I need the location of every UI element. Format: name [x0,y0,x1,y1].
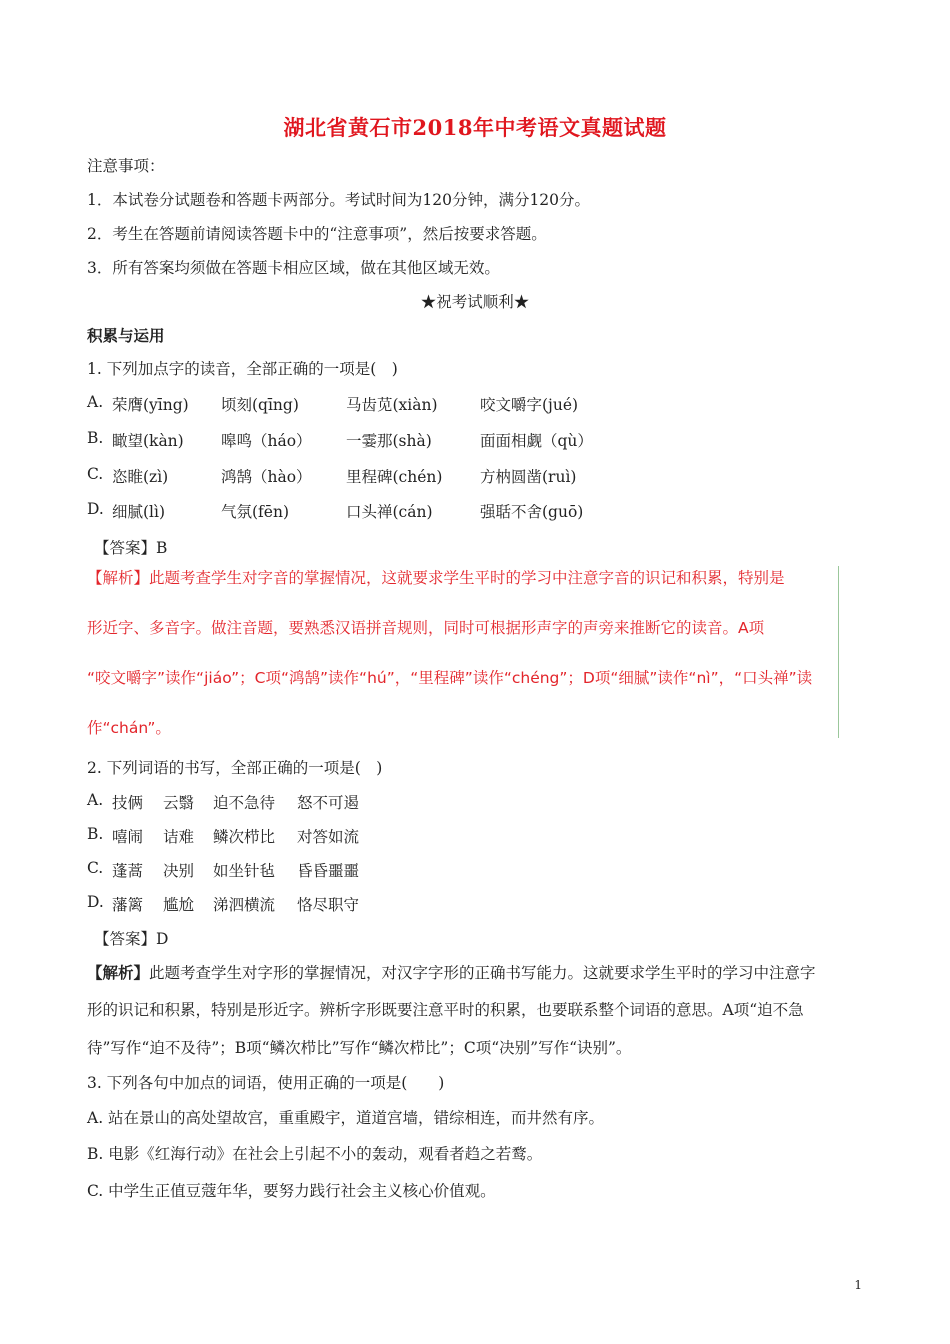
option-label: A. [87,791,104,809]
document-title: 湖北省黄石市2018年中考语文真题试题 [283,115,667,140]
option-label: A. [87,393,104,411]
option-label: C. [87,859,104,877]
q1-answer: 【答案】B [94,539,168,557]
option-item: 咬文嚼字(jué) [480,396,579,414]
option-item: 马齿苋(xiàn) [346,396,438,414]
q3-option-b: B. 电影《红海行动》在社会上引起不小的轰动，观看者趋之若鹜。 [87,1145,543,1163]
q2-analysis-label: 【解析】 [87,963,150,982]
notice-item: 2．考生在答题前请阅读答题卡中的“注意事项”，然后按要求答题。 [87,225,547,243]
option-label: D. [87,893,104,911]
option-item: 云翳 [163,794,195,812]
option-item: 鳞次栉比 [213,828,276,846]
page-number: 1 [854,1278,862,1292]
q3-option-c: C. 中学生正值豆蔻年华，要努力践行社会主义核心价值观。 [87,1182,496,1200]
q3-option-a: A. 站在景山的高处望故宫，重重殿宇，道道宫墙，错综相连，而井然有序。 [87,1109,605,1127]
option-item: 蓬蒿 [112,862,144,880]
option-item: 对答如流 [297,828,360,846]
option-item: 尴尬 [163,896,195,914]
option-item: 里程碑(chén) [346,468,443,486]
notice-heading: 注意事项： [87,157,165,175]
option-item: 方枘圆凿(ruì) [480,468,577,486]
blessing-text: ★祝考试顺利★ [420,293,530,311]
option-item: 如坐针毡 [213,862,276,880]
option-item: 藩篱 [112,896,144,914]
q2-analysis-line: 形的识记和积累，特别是形近字。辨析字形既要注意平时的积累，也要联系整个词语的意思。A项“迫不急 [87,1001,804,1019]
q1-analysis-line: 作“chán”。 [87,719,171,737]
option-item: 技俩 [112,794,144,812]
option-item: 荣膺(yīng) [112,396,189,414]
option-label: D. [87,500,104,518]
option-item: 强聒不舍(guō) [480,503,584,521]
option-item: 顷刻(qīng) [221,396,299,414]
section-title: 积累与运用 [87,326,165,345]
option-item: 气氛(fēn) [221,503,289,521]
option-item: 涕泗横流 [213,896,276,914]
notice-item: 3．所有答案均须做在答题卡相应区域，做在其他区域无效。 [87,259,500,277]
q2-analysis-text: 此题考查学生对字形的掌握情况，对汉字字形的正确书写能力。这就要求学生平时的学习中注意字 [149,964,816,982]
option-label: B. [87,429,104,447]
q1-analysis-line: 【解析】此题考查学生对字音的掌握情况，这就要求学生平时的学习中注意字音的识记和积累，特别是 [87,569,785,587]
option-item: 恪尽职守 [297,896,360,914]
q2-answer: 【答案】D [94,930,169,948]
option-item: 嘻闹 [112,828,144,846]
option-item: 诘难 [163,828,195,846]
option-item: 迫不急待 [213,794,276,812]
q1-analysis-line: “咬文嚼字”读作“jiáo”；C项“鸿鹄”读作“hú”，“里程碑”读作“chéng”；D项“细腻”读作“nì”，“口头禅”读 [87,669,813,687]
option-item: 鸿鹄（hào） [221,468,312,486]
q3-stem: 3. 下列各句中加点的词语，使用正确的一项是( ) [87,1074,445,1092]
option-label: B. [87,825,104,843]
q2-stem: 2. 下列词语的书写，全部正确的一项是( ) [87,759,383,777]
option-item: 昏昏噩噩 [297,862,360,880]
option-item: 嗥鸣（háo） [221,432,312,450]
q2-analysis-line: 待”写作“迫不及待”；B项“鳞次栉比”写作“鳞次栉比”；C项“决别”写作“诀别”。 [87,1039,632,1057]
option-item: 一霎那(shà) [346,432,432,450]
margin-rule [838,566,839,738]
option-item: 面面相觑（qù） [480,432,593,450]
option-item: 决别 [163,862,195,880]
notice-item: 1．本试卷分试题卷和答题卡两部分。考试时间为120分钟，满分120分。 [87,191,591,209]
option-item: 口头禅(cán) [346,503,433,521]
option-item: 瞰望(kàn) [112,432,184,450]
option-item: 恣睢(zì) [112,468,169,486]
q2-analysis-line [87,961,816,983]
q1-analysis-line: 形近字、多音字。做注音题，要熟悉汉语拼音规则，同时可根据形声字的声旁来推断它的读音。A项 [87,619,765,637]
option-item: 怒不可遏 [297,794,360,812]
q1-stem: 1. 下列加点字的读音，全部正确的一项是( ) [87,360,398,378]
option-label: C. [87,465,104,483]
option-item: 细腻(lì) [112,503,166,521]
